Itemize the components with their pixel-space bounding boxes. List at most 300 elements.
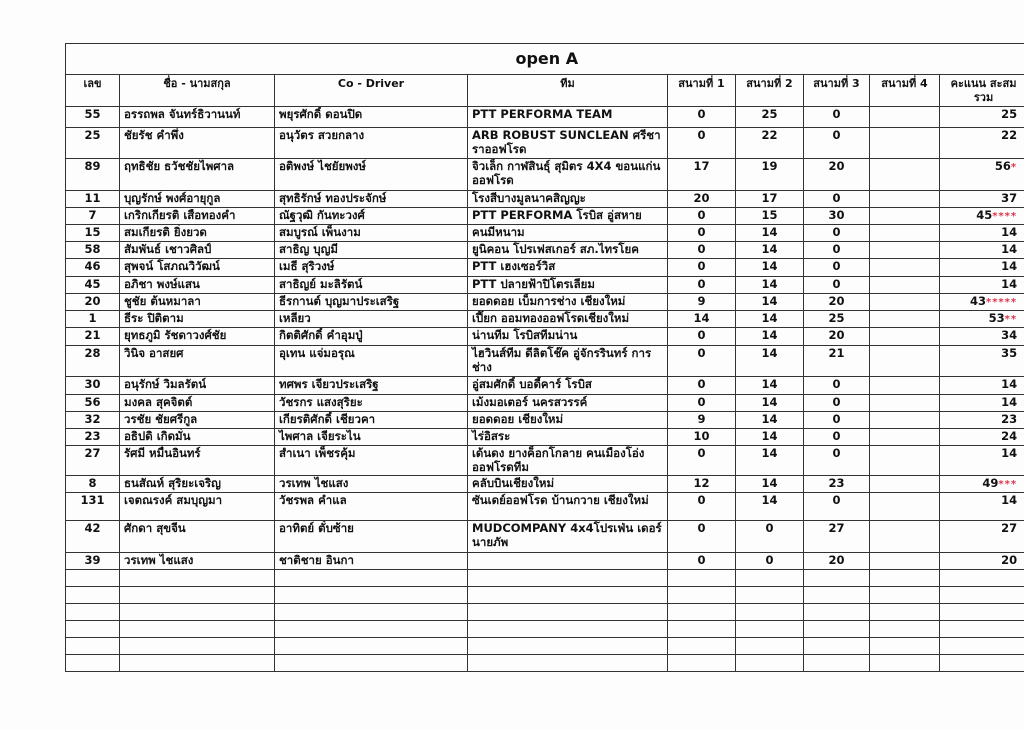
empty-cell: [66, 587, 120, 604]
row-field2: 14: [736, 446, 804, 476]
row-total: [940, 128, 1024, 159]
row-field4: [870, 328, 940, 346]
row-no: 8: [66, 476, 120, 493]
row-total: [940, 294, 1024, 311]
row-field4: [870, 159, 940, 191]
row-field2: 14: [736, 377, 804, 395]
total-value: 25: [1001, 107, 1018, 121]
row-field3: 0: [804, 242, 870, 259]
row-field3: 0: [804, 128, 870, 159]
table-row: [66, 412, 1024, 429]
empty-cell: [940, 570, 1024, 587]
row-field4: [870, 128, 940, 159]
table-row: [66, 242, 1024, 259]
row-co-driver: วัชรพล คำแล: [275, 493, 468, 521]
row-total: [940, 553, 1024, 570]
row-team: ไร่อิสระ: [468, 429, 668, 446]
total-value: 56: [994, 159, 1011, 173]
row-field3: 20: [804, 294, 870, 311]
row-no: 58: [66, 242, 120, 259]
empty-cell: [804, 604, 870, 621]
row-co-driver: อุเทน แจ่มอรุณ: [275, 346, 468, 377]
row-team: ยอดดอย เบ็มการช่าง เชียงใหม่: [468, 294, 668, 311]
row-name: ธนสัณห์ สุริยะเจริญ: [120, 476, 275, 493]
row-no: 27: [66, 446, 120, 476]
empty-cell: [940, 655, 1024, 672]
row-co-driver: เมธี สุริวงษ์: [275, 259, 468, 277]
row-field2: 14: [736, 395, 804, 412]
row-field1: 0: [668, 553, 736, 570]
row-no: 45: [66, 277, 120, 294]
row-field3: 0: [804, 277, 870, 294]
row-co-driver: ชาติชาย อินกา: [275, 553, 468, 570]
title-row: [66, 44, 1024, 75]
row-field3: 30: [804, 208, 870, 225]
empty-cell: [468, 570, 668, 587]
row-field3: 21: [804, 346, 870, 377]
total-value: 43: [969, 294, 986, 308]
empty-cell: [940, 587, 1024, 604]
row-no: 46: [66, 259, 120, 277]
row-name: วรเทพ ไชแสง: [120, 553, 275, 570]
total-value: 37: [1001, 191, 1018, 205]
row-name: อรรถพล จันทร์ธิวานนท์: [120, 107, 275, 128]
table-row: [66, 493, 1024, 521]
table-row: [66, 225, 1024, 242]
table-row: [66, 553, 1024, 570]
empty-cell: [870, 655, 940, 672]
row-no: 15: [66, 225, 120, 242]
row-co-driver: สุทธิรักษ์ ทองประจักษ์: [275, 191, 468, 208]
row-name: อธิปดิ เกิดมั่น: [120, 429, 275, 446]
table-row: [66, 476, 1024, 493]
row-team: น่านทีม โรบิสทีมน่าน: [468, 328, 668, 346]
row-total: [940, 107, 1024, 128]
empty-cell: [120, 587, 275, 604]
row-field4: [870, 395, 940, 412]
row-field4: [870, 521, 940, 553]
empty-cell: [66, 638, 120, 655]
row-total: [940, 377, 1024, 395]
row-name: มงคล สุคจิตต์: [120, 395, 275, 412]
row-field4: [870, 191, 940, 208]
empty-cell: [66, 570, 120, 587]
row-team: เปี๊ยก ออมทองออฟโรดเชียงใหม่: [468, 311, 668, 328]
empty-cell: [736, 621, 804, 638]
rank-stars: *: [1010, 162, 1018, 173]
row-co-driver: ธีรกานต์ บุญมาประเสริฐ: [275, 294, 468, 311]
header-field4: สนามที่ 4: [870, 75, 940, 107]
row-no: 89: [66, 159, 120, 191]
empty-cell: [668, 621, 736, 638]
row-field2: 14: [736, 259, 804, 277]
row-total: [940, 346, 1024, 377]
row-co-driver: เหลียว: [275, 311, 468, 328]
row-total: [940, 412, 1024, 429]
row-field1: 0: [668, 107, 736, 128]
header-field2: สนามที่ 2: [736, 75, 804, 107]
row-name: ธีระ ปิติตาม: [120, 311, 275, 328]
row-total: [940, 446, 1024, 476]
row-no: 56: [66, 395, 120, 412]
empty-cell: [804, 621, 870, 638]
empty-cell: [804, 638, 870, 655]
total-value: 14: [1001, 493, 1018, 507]
total-value: 14: [1001, 259, 1018, 273]
empty-cell: [120, 604, 275, 621]
empty-cell: [668, 638, 736, 655]
empty-cell: [870, 638, 940, 655]
empty-cell: [275, 604, 468, 621]
row-field1: 0: [668, 395, 736, 412]
row-field3: 0: [804, 225, 870, 242]
row-co-driver: วัชรกร แสงสุริยะ: [275, 395, 468, 412]
row-field1: 0: [668, 377, 736, 395]
row-team: ซันเดย์ออฟโรด บ้านกวาย เชียงใหม่: [468, 493, 668, 521]
row-total: [940, 191, 1024, 208]
total-value: 45: [976, 208, 993, 222]
total-value: 49: [982, 476, 999, 490]
empty-cell: [870, 604, 940, 621]
row-co-driver: ณัฐวุฒิ กันทะวงศ์: [275, 208, 468, 225]
row-field4: [870, 277, 940, 294]
empty-cell: [668, 587, 736, 604]
row-name: ชัยรัช คำพึ่ง: [120, 128, 275, 159]
row-field4: [870, 412, 940, 429]
table-row: [66, 128, 1024, 159]
empty-cell: [66, 604, 120, 621]
row-team: ARB ROBUST SUNCLEAN ศรีชาราออฟโรด: [468, 128, 668, 159]
total-value: 22: [1001, 128, 1018, 142]
row-total: [940, 208, 1024, 225]
row-field1: 0: [668, 328, 736, 346]
total-value: 27: [1001, 521, 1018, 535]
row-field1: 0: [668, 242, 736, 259]
row-field1: 17: [668, 159, 736, 191]
empty-cell: [940, 604, 1024, 621]
empty-row: [66, 638, 1024, 655]
score-table: [65, 43, 1024, 672]
row-name: เกริกเกียรติ เสือทองคำ: [120, 208, 275, 225]
row-field3: 0: [804, 107, 870, 128]
row-field3: 0: [804, 377, 870, 395]
row-name: ยุทธภูมิ รัชดาวงศ์ชัย: [120, 328, 275, 346]
row-field2: 17: [736, 191, 804, 208]
row-field3: 23: [804, 476, 870, 493]
empty-cell: [940, 621, 1024, 638]
row-field1: 0: [668, 277, 736, 294]
table-row: [66, 429, 1024, 446]
row-team: ไฮวินส์ทีม ดีลิตโช๊ค อู่จักรรินทร์ การช่าง: [468, 346, 668, 377]
row-team: เม้งมอเตอร์ นครสวรรค์: [468, 395, 668, 412]
empty-cell: [870, 570, 940, 587]
row-field2: 14: [736, 476, 804, 493]
table-row: [66, 395, 1024, 412]
row-field1: 0: [668, 446, 736, 476]
row-field3: 0: [804, 259, 870, 277]
total-value: 14: [1001, 277, 1018, 291]
row-name: ฤทธิชัย ธวัชชัยไพศาล: [120, 159, 275, 191]
row-field3: 0: [804, 191, 870, 208]
row-team: [468, 553, 668, 570]
row-team: PTT เฮงเซอร์วิส: [468, 259, 668, 277]
table-row: [66, 377, 1024, 395]
row-name: เจตณรงค์ สมบุญมา: [120, 493, 275, 521]
total-value: 14: [1001, 446, 1018, 460]
row-team: คนมีหนาม: [468, 225, 668, 242]
header-field3: สนามที่ 3: [804, 75, 870, 107]
total-value: 14: [1001, 225, 1018, 239]
empty-cell: [804, 587, 870, 604]
header-co-driver: Co - Driver: [275, 75, 468, 107]
row-co-driver: อนุวัตร สวยกลาง: [275, 128, 468, 159]
row-field2: 19: [736, 159, 804, 191]
header-total: คะแนน สะสมรวม: [940, 75, 1024, 107]
row-total: [940, 429, 1024, 446]
total-value: 20: [1001, 553, 1018, 567]
row-co-driver: สาธิญย์ มะลิรัตน์: [275, 277, 468, 294]
row-total: [940, 328, 1024, 346]
row-team: PTT ปลายฟ้าปิโตรเลียม: [468, 277, 668, 294]
row-co-driver: อาทิตย์ ตั๋บซ้าย: [275, 521, 468, 553]
row-co-driver: สมบูรณ์ เพ็นงาม: [275, 225, 468, 242]
header-no: เลข: [66, 75, 120, 107]
row-field2: 0: [736, 553, 804, 570]
empty-row: [66, 570, 1024, 587]
row-field3: 20: [804, 328, 870, 346]
row-field4: [870, 476, 940, 493]
row-field3: 0: [804, 493, 870, 521]
empty-cell: [668, 655, 736, 672]
row-co-driver: วรเทพ ไชแสง: [275, 476, 468, 493]
table-row: [66, 346, 1024, 377]
row-team: ยอดดอย เชียงใหม่: [468, 412, 668, 429]
row-field1: 0: [668, 128, 736, 159]
row-total: [940, 225, 1024, 242]
row-field1: 0: [668, 225, 736, 242]
row-field4: [870, 107, 940, 128]
row-total: [940, 242, 1024, 259]
row-co-driver: สาธิญ บุญมี: [275, 242, 468, 259]
rank-stars: ***: [998, 479, 1018, 490]
row-no: 32: [66, 412, 120, 429]
row-field2: 14: [736, 346, 804, 377]
row-field2: 14: [736, 328, 804, 346]
row-field4: [870, 208, 940, 225]
total-value: 14: [1001, 377, 1018, 391]
row-name: ศักดา สุขจีน: [120, 521, 275, 553]
table-row: [66, 311, 1024, 328]
empty-cell: [275, 570, 468, 587]
row-total: [940, 395, 1024, 412]
row-total: [940, 476, 1024, 493]
row-team: PTT PERFORMA TEAM: [468, 107, 668, 128]
row-name: สัมพันธ์ เชาวศิลป์: [120, 242, 275, 259]
row-field3: 0: [804, 446, 870, 476]
row-no: 55: [66, 107, 120, 128]
row-field3: 20: [804, 159, 870, 191]
table-row: [66, 294, 1024, 311]
row-field3: 0: [804, 429, 870, 446]
empty-cell: [66, 655, 120, 672]
header-field1: สนามที่ 1: [668, 75, 736, 107]
header-team: ทีม: [468, 75, 668, 107]
row-team: เด้นดง ยางค็อกโกลาย คนเมืองโอ่ง ออฟโรดทีม: [468, 446, 668, 476]
row-no: 20: [66, 294, 120, 311]
row-field1: 10: [668, 429, 736, 446]
row-co-driver: ทศพร เจียวประเสริฐ: [275, 377, 468, 395]
row-no: 11: [66, 191, 120, 208]
row-field1: 20: [668, 191, 736, 208]
rank-stars: **: [1004, 314, 1018, 325]
row-field4: [870, 446, 940, 476]
row-field3: 27: [804, 521, 870, 553]
empty-cell: [120, 621, 275, 638]
row-total: [940, 311, 1024, 328]
row-team: ยูนิคอน โปรเฟสเกอร์ สภ.ไทรโยค: [468, 242, 668, 259]
empty-cell: [468, 587, 668, 604]
total-value: 24: [1001, 429, 1018, 443]
table-title: open A: [66, 44, 1024, 75]
empty-cell: [468, 638, 668, 655]
empty-cell: [736, 638, 804, 655]
row-total: [940, 521, 1024, 553]
rank-stars: ****: [992, 211, 1018, 222]
header-row: [66, 75, 1024, 107]
empty-cell: [940, 638, 1024, 655]
row-field3: 20: [804, 553, 870, 570]
row-total: [940, 493, 1024, 521]
row-field1: 0: [668, 493, 736, 521]
table-row: [66, 259, 1024, 277]
empty-cell: [275, 587, 468, 604]
row-field1: 9: [668, 412, 736, 429]
row-field4: [870, 242, 940, 259]
row-co-driver: พยุรศักดิ์ ดอนปิด: [275, 107, 468, 128]
empty-row: [66, 655, 1024, 672]
empty-cell: [804, 570, 870, 587]
row-field2: 14: [736, 311, 804, 328]
row-field2: 14: [736, 225, 804, 242]
row-field1: 0: [668, 521, 736, 553]
row-field1: 0: [668, 208, 736, 225]
row-team: จิวเล็ก กาฬสินธุ์ สุมิตร 4X4 ขอนแก่นออฟโรด: [468, 159, 668, 191]
row-co-driver: ไพศาล เจียระไน: [275, 429, 468, 446]
row-name: วรชัย ชัยศรีกูล: [120, 412, 275, 429]
table-row: [66, 107, 1024, 128]
table-row: [66, 521, 1024, 553]
table-row: [66, 159, 1024, 191]
empty-row: [66, 604, 1024, 621]
header-name: ชื่อ - นามสกุล: [120, 75, 275, 107]
table-row: [66, 328, 1024, 346]
row-field4: [870, 493, 940, 521]
row-field2: 14: [736, 294, 804, 311]
empty-cell: [736, 604, 804, 621]
table-row: [66, 208, 1024, 225]
row-total: [940, 159, 1024, 191]
row-field4: [870, 346, 940, 377]
row-field1: 14: [668, 311, 736, 328]
rank-stars: *****: [985, 297, 1018, 308]
row-field4: [870, 311, 940, 328]
row-name: สุพจน์ โสภณวิวัฒน์: [120, 259, 275, 277]
total-value: 14: [1001, 395, 1018, 409]
total-value: 53: [988, 311, 1005, 325]
row-field2: 0: [736, 521, 804, 553]
empty-cell: [468, 621, 668, 638]
row-team: PTT PERFORMA โรบิส อู่สหาย: [468, 208, 668, 225]
row-no: 42: [66, 521, 120, 553]
row-field4: [870, 259, 940, 277]
row-field4: [870, 225, 940, 242]
row-team: คลับบินเชียงใหม่: [468, 476, 668, 493]
row-team: อู่สมศักดิ์ บอดี้คาร์ โรบิส: [468, 377, 668, 395]
row-no: 30: [66, 377, 120, 395]
row-total: [940, 277, 1024, 294]
empty-cell: [468, 604, 668, 621]
row-name: รัศมี หมื่นอินทร์: [120, 446, 275, 476]
row-name: บุญรักษ์ พงศ์อายุกูล: [120, 191, 275, 208]
row-no: 131: [66, 493, 120, 521]
row-total: [940, 259, 1024, 277]
row-no: 39: [66, 553, 120, 570]
row-field4: [870, 377, 940, 395]
row-no: 7: [66, 208, 120, 225]
row-name: อภิชา พงษ์แสน: [120, 277, 275, 294]
row-field1: 0: [668, 259, 736, 277]
empty-row: [66, 587, 1024, 604]
row-co-driver: อติพงษ์ ไชยัยพงษ์: [275, 159, 468, 191]
row-field2: 15: [736, 208, 804, 225]
total-value: 23: [1001, 412, 1018, 426]
row-field2: 14: [736, 412, 804, 429]
row-name: ชูชัย ต้นหมาลา: [120, 294, 275, 311]
row-field1: 9: [668, 294, 736, 311]
empty-cell: [275, 655, 468, 672]
empty-cell: [120, 570, 275, 587]
row-field2: 14: [736, 242, 804, 259]
row-no: 25: [66, 128, 120, 159]
table-row: [66, 277, 1024, 294]
empty-cell: [66, 621, 120, 638]
row-field2: 14: [736, 493, 804, 521]
row-no: 21: [66, 328, 120, 346]
row-no: 23: [66, 429, 120, 446]
row-field2: 14: [736, 277, 804, 294]
row-field1: 0: [668, 346, 736, 377]
row-name: อนุรักษ์ วิมลรัตน์: [120, 377, 275, 395]
row-field4: [870, 294, 940, 311]
total-value: 35: [1001, 346, 1018, 360]
row-name: สมเกียรติ ยิ่งยวด: [120, 225, 275, 242]
row-field3: 25: [804, 311, 870, 328]
row-team: MUDCOMPANY 4x4โปรเฟ่น เดอร์ นายภัพ: [468, 521, 668, 553]
row-field4: [870, 429, 940, 446]
empty-cell: [870, 587, 940, 604]
total-value: 34: [1001, 328, 1018, 342]
row-field3: 0: [804, 395, 870, 412]
table-row: [66, 191, 1024, 208]
empty-cell: [736, 570, 804, 587]
row-co-driver: สำเนา เพ็ชรคุ้ม: [275, 446, 468, 476]
empty-cell: [736, 655, 804, 672]
row-field4: [870, 553, 940, 570]
empty-cell: [120, 638, 275, 655]
total-value: 14: [1001, 242, 1018, 256]
row-no: 1: [66, 311, 120, 328]
table-row: [66, 446, 1024, 476]
